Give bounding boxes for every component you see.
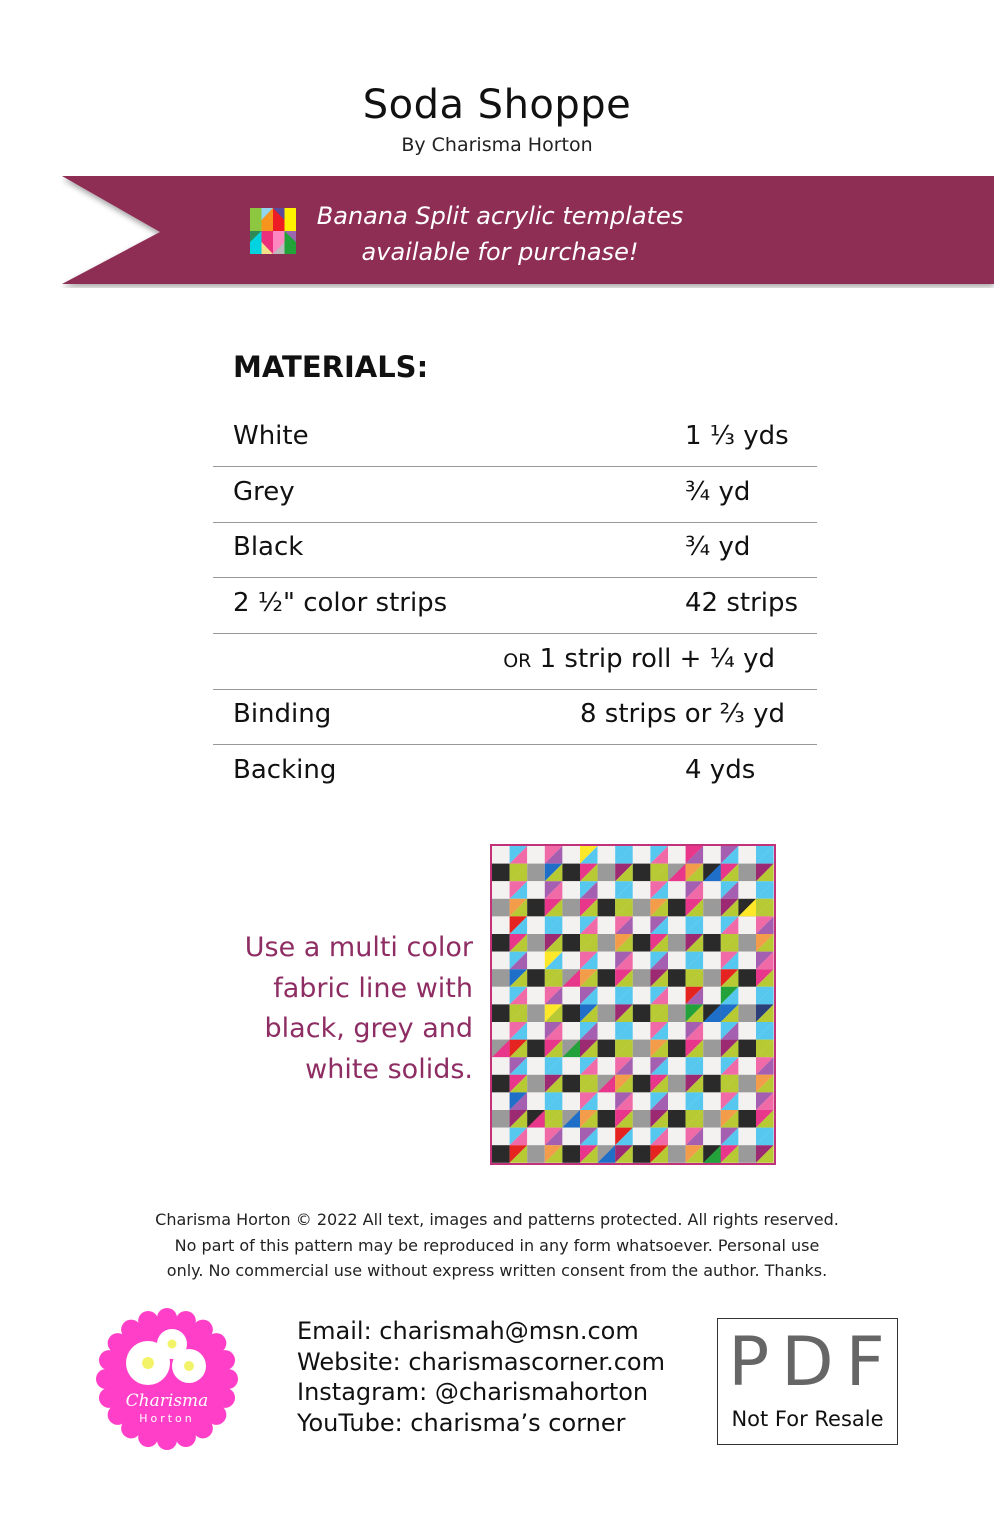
material-name: Backing — [233, 755, 337, 785]
email-link[interactable]: Email: charismah@msn.com — [297, 1317, 639, 1345]
not-for-resale-label: Not For Resale — [731, 1407, 884, 1431]
material-row — [213, 745, 817, 800]
material-name: 2 ½" color strips — [233, 588, 448, 618]
material-amount: 1 ⅓ yds — [685, 421, 789, 451]
website-link[interactable]: Website: charismascorner.com — [297, 1347, 665, 1376]
banner-text — [300, 198, 700, 270]
material-row — [213, 411, 817, 467]
material-amount: 8 strips or ⅔ yd — [580, 699, 785, 729]
banner-line-2: available for purchase! — [361, 238, 639, 266]
material-amount: 42 strips — [685, 588, 799, 618]
or-prefix: OR — [503, 650, 532, 672]
material-name: Grey — [233, 477, 295, 507]
pdf-label: PDF — [728, 1323, 897, 1402]
promo-line: fabric line with — [273, 972, 473, 1004]
material-row — [213, 522, 817, 578]
material-name: Binding — [233, 699, 332, 729]
material-row — [213, 634, 817, 690]
material-amount — [213, 644, 775, 674]
copyright-line: No part of this pattern may be reproduced in any form whatsoever. Personal use — [174, 1235, 820, 1255]
youtube-link[interactable]: YouTube: charisma’s corner — [297, 1408, 626, 1437]
materials-heading: MATERIALS: — [233, 350, 429, 384]
promo-line: Use a multi color — [244, 932, 473, 963]
material-row — [213, 578, 817, 634]
quilt-image — [490, 844, 776, 1165]
author-byline: By Charisma Horton — [401, 134, 593, 156]
contact-info — [297, 1316, 665, 1438]
material-amount: ¾ yd — [685, 532, 751, 562]
material-amount: ¾ yd — [685, 477, 751, 507]
copyright-line: Charisma Horton © 2022 All text, images and patterns protected. All rights reserved. — [155, 1210, 839, 1229]
page-title: Soda Shoppe — [362, 82, 632, 128]
pdf-not-for-resale-badge — [717, 1318, 898, 1445]
svg-text:Charisma: Charisma — [125, 1391, 209, 1411]
material-amount-text: 1 strip roll + ¼ yd — [539, 644, 775, 674]
material-name: Black — [233, 532, 304, 562]
material-name: White — [233, 421, 309, 451]
fabric-suggestion — [180, 928, 473, 1090]
charisma-horton-logo — [96, 1308, 238, 1450]
banner-line-1: Banana Split acrylic templates — [316, 202, 684, 230]
promo-line: white solids. — [305, 1053, 473, 1085]
copyright-line: only. No commercial use without express written consent from the author. Thanks. — [166, 1261, 828, 1280]
copyright-notice — [0, 1207, 994, 1284]
svg-text:Horton: Horton — [139, 1412, 195, 1425]
quilt-block-icon — [250, 208, 296, 254]
instagram-link[interactable]: Instagram: @charismahorton — [297, 1378, 649, 1406]
promo-line: black, grey and — [264, 1013, 473, 1044]
material-row — [213, 467, 817, 523]
material-row — [213, 689, 817, 745]
material-amount: 4 yds — [685, 755, 756, 785]
